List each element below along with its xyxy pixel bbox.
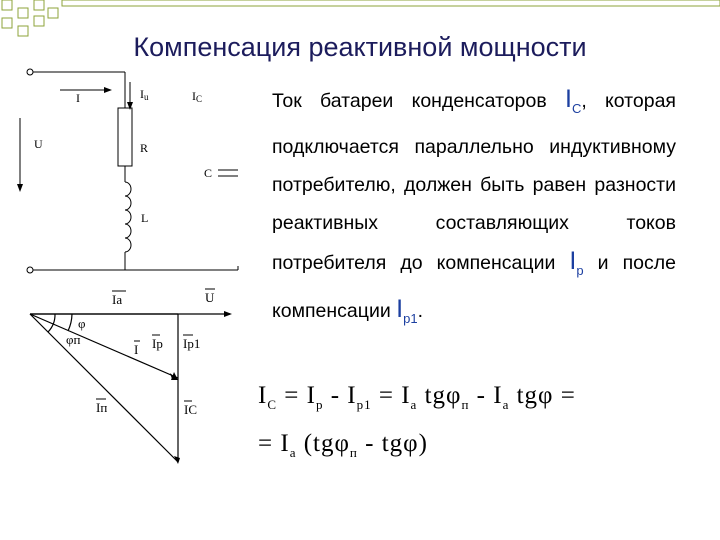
formula-line-2 [258, 420, 698, 468]
text-part-3: и после компенсации [272, 252, 676, 322]
circuit-label-i: I [76, 91, 80, 105]
formula-token: а [289, 445, 297, 460]
slide-title: Компенсация реактивной мощности [133, 32, 587, 62]
formula-token: п [349, 445, 358, 460]
formula-token: = I [371, 382, 411, 409]
vector-label-phi: φ [78, 316, 86, 331]
formula-token: I [258, 382, 268, 409]
formula-token: (tgφ [296, 430, 350, 457]
circuit-label-ic: IC [192, 89, 203, 104]
vector-label-ic: IC [184, 402, 197, 417]
formula-token: C [267, 397, 277, 412]
circuit-label-l: L [141, 211, 149, 225]
circuit-label-iu: Iu [140, 87, 149, 102]
formula-token: а [502, 397, 510, 412]
formula-token: - tgφ) [357, 430, 428, 457]
formula-token: = I [277, 382, 316, 409]
circuit-label-c: C [204, 166, 213, 180]
formula-token: tgφ [417, 382, 462, 409]
vector-diagram [0, 282, 250, 472]
formula-token: п [461, 397, 470, 412]
formula-token: = I [258, 430, 290, 457]
text-part-1: Ток батареи конденсаторов [272, 90, 565, 112]
text-part-2: , которая подключается параллельно индуктивному потребителю, должен быть равен разности реактивных составляющих токов потребителя до компенсации [272, 90, 676, 274]
formula-token: - I [323, 382, 357, 409]
circuit-diagram [0, 60, 250, 282]
vector-label-in: Iп [96, 400, 108, 415]
vector-label-phi-p: φп [66, 332, 81, 347]
formula-token: р1 [356, 397, 372, 412]
symbol-ic: $I_C$ [564, 85, 582, 116]
circuit-label-r: R [140, 141, 149, 155]
formula-token: р [315, 397, 324, 412]
symbol-ip: $I_р$ [569, 247, 584, 278]
formula [258, 372, 698, 468]
text-part-4: . [417, 300, 423, 322]
vector-label-u: U [205, 290, 215, 305]
formula-token: а [410, 397, 418, 412]
circuit-label-u: U [34, 137, 43, 151]
formula-token: tgφ = [509, 382, 576, 409]
explanation-text [272, 80, 676, 338]
vector-label-ia: Ia [112, 292, 123, 307]
formula-line-1 [258, 372, 698, 420]
formula-token: - I [469, 382, 503, 409]
vector-label-ip1: Ip1 [183, 336, 201, 351]
symbol-ip1: $I_{р1}$ [396, 295, 418, 326]
vector-label-i: I [134, 342, 139, 357]
vector-label-ip: Ip [152, 336, 163, 351]
